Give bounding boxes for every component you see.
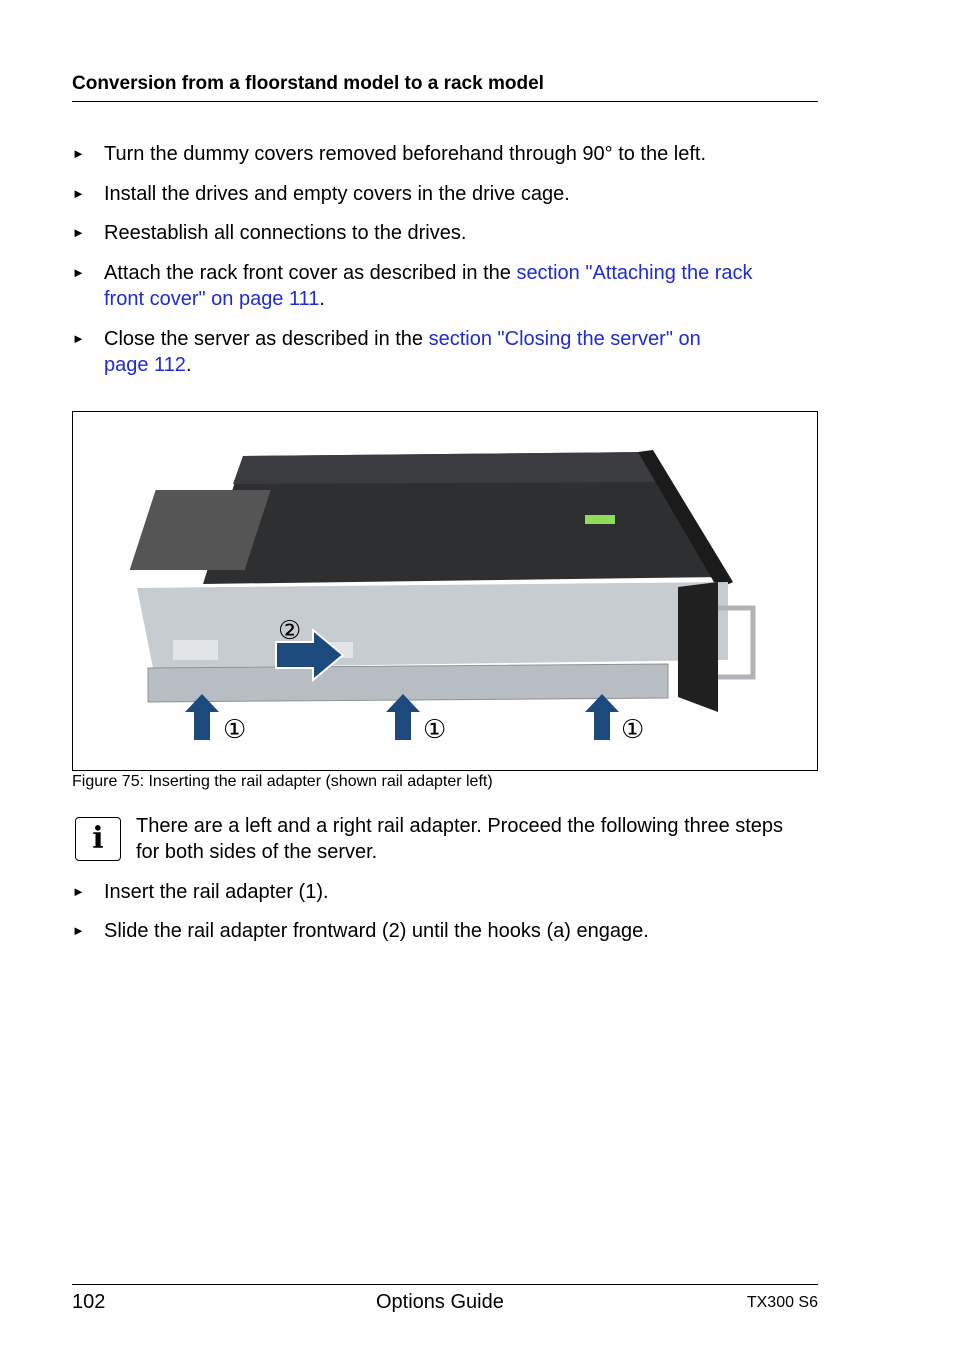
- server-top-highlight: [233, 452, 663, 484]
- info-note: [136, 813, 826, 865]
- step-text-after: .: [319, 288, 325, 310]
- server-side-panel: [137, 582, 728, 668]
- footer-guide-title: Options Guide: [376, 1291, 504, 1313]
- step-text: Slide the rail adapter frontward (2) until the hooks (a) engage.: [104, 920, 649, 942]
- step-text: Insert the rail adapter (1).: [104, 881, 329, 903]
- step-item: [72, 918, 818, 944]
- step-text: Install the drives and empty covers in the drive cage.: [104, 183, 570, 205]
- server-label-sticker: [173, 640, 218, 660]
- figure-frame: [72, 411, 818, 771]
- step-text: Turn the dummy covers removed beforehand through 90° to the left.: [104, 143, 707, 165]
- insert-arrow: [386, 694, 420, 740]
- footer-model-name: TX300 S6: [746, 1294, 818, 1311]
- insert-arrow: [585, 694, 619, 740]
- bullet-arrow-icon: ►: [72, 923, 85, 938]
- bullet-arrow-icon: ►: [72, 146, 85, 161]
- info-note-line2: for both sides of the server.: [136, 841, 378, 863]
- step-text-after: .: [185, 354, 192, 376]
- attaching-rack-front-cover-link-cont[interactable]: front cover" on page 111: [104, 288, 320, 310]
- step-item: [72, 141, 818, 167]
- closing-server-link-cont[interactable]: page 112: [104, 354, 186, 376]
- figure-caption: Figure 75: Inserting the rail adapter (shown rail adapter left): [72, 773, 493, 790]
- marker-one: ①: [423, 715, 447, 745]
- bullet-arrow-icon: ►: [72, 225, 85, 240]
- bullet-arrow-icon: ►: [72, 331, 85, 346]
- step-text: [104, 326, 818, 378]
- bullet-arrow-icon: ►: [72, 186, 85, 201]
- rack-mount-bracket: [678, 582, 718, 712]
- info-icon: i: [75, 817, 121, 861]
- step-item: [72, 181, 818, 207]
- step-text: [104, 260, 818, 312]
- marker-one: ①: [621, 715, 645, 745]
- attaching-rack-front-cover-link[interactable]: section "Attaching the rack: [516, 262, 753, 284]
- footer-page-number: 102: [72, 1291, 106, 1313]
- page-header-title: Conversion from a floorstand model to a rack model: [72, 73, 544, 94]
- status-display: [585, 515, 615, 524]
- step-item: [72, 220, 818, 246]
- step-text: Reestablish all connections to the drives.: [104, 222, 467, 244]
- step-item: [72, 879, 818, 905]
- closing-server-link[interactable]: section "Closing the server" on: [428, 328, 701, 350]
- header-rule: [72, 101, 818, 102]
- bullet-arrow-icon: ►: [72, 884, 85, 899]
- step-text-before: Attach the rack front cover as described in the: [104, 262, 517, 284]
- bullet-arrow-icon: ►: [72, 265, 85, 280]
- step-item: [72, 260, 818, 312]
- step-item: [72, 326, 818, 378]
- marker-one: ①: [223, 715, 247, 745]
- step-text-before: Close the server as described in the: [104, 328, 429, 350]
- rail-adapter: [148, 664, 668, 702]
- marker-two: ②: [278, 616, 302, 646]
- server-rail-illustration: [73, 412, 817, 770]
- footer-rule: [72, 1284, 818, 1285]
- info-note-line1: There are a left and a right rail adapter. Proceed the following three steps: [136, 815, 784, 837]
